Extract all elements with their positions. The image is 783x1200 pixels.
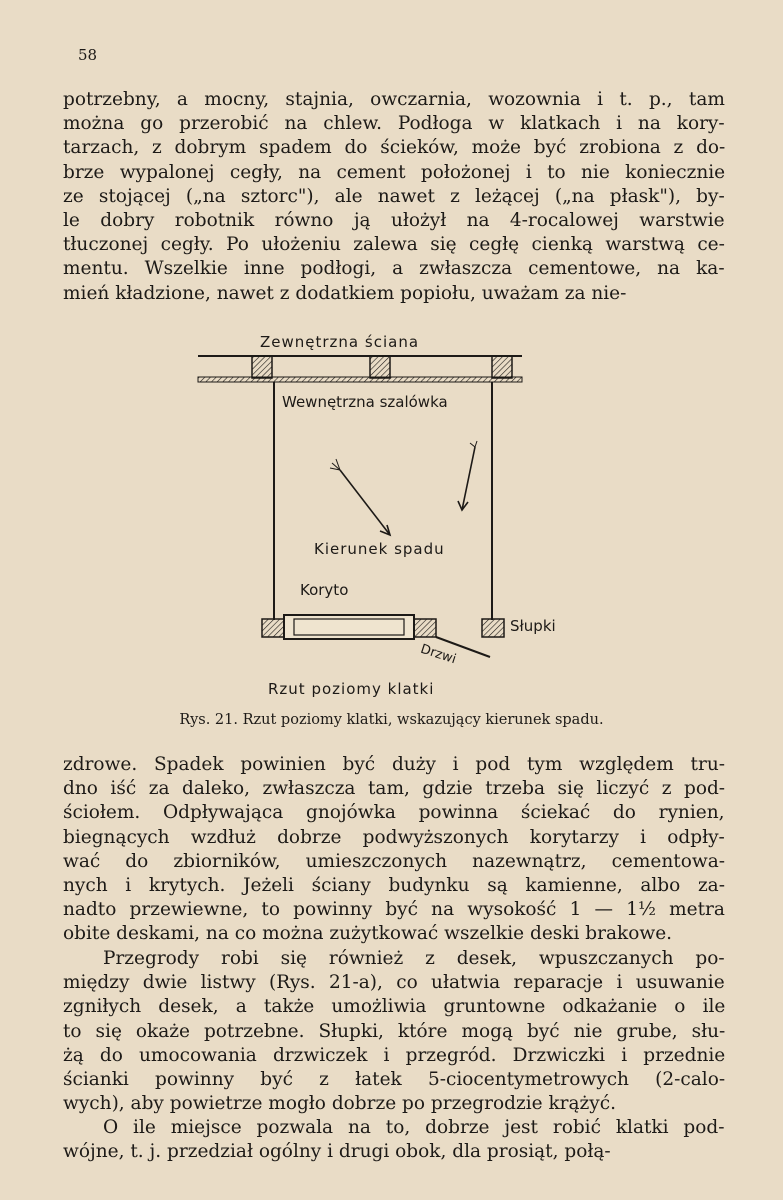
- text-line: mentu. Wszelkie inne podłogi, a zwłaszcza cementowe, na ka-: [63, 258, 725, 280]
- floor-plan-drawing: [190, 335, 530, 705]
- slope-arrow-icon: [330, 459, 390, 535]
- wall-post: [492, 356, 512, 378]
- text-line: ze stojącej („na sztorc"), ale nawet z leżącej („na płask"), by-: [63, 185, 725, 207]
- text-line: nadto przewiewne, to powinny być na wysokość 1 — 1½ metra: [63, 899, 725, 921]
- post-middle: [414, 619, 436, 637]
- label-slope-direction: Kierunek spadu: [314, 540, 445, 558]
- label-inner-boarding: Wewnętrzna szalówka: [282, 393, 448, 411]
- text-line: nych i krytych. Jeżeli ściany budynku są kamienne, albo za-: [63, 875, 725, 897]
- text-line: wych), aby powietrze mogło dobrze po przegrodzie krążyć.: [63, 1093, 616, 1115]
- paragraph-2: [63, 753, 725, 947]
- text-line: obite deskami, na co można zużytkować wszelkie deski brakowe.: [63, 923, 673, 945]
- text-line: tarzach, z dobrym spadem do ścieków, może być zrobiona z do-: [63, 137, 726, 159]
- label-trough: Koryto: [300, 581, 349, 599]
- page-number: 58: [78, 46, 98, 64]
- text-line: le dobry robotnik równo ją ułożył na 4-rocalowej warstwie: [63, 210, 725, 232]
- paragraph-3: [63, 947, 725, 1116]
- label-door: Drzwi: [418, 641, 458, 668]
- text-line: ścianki powinny być z łatek 5-ciocentymetrowych (2-calo-: [63, 1069, 726, 1091]
- paragraph-4: [63, 1116, 725, 1164]
- post-left: [262, 619, 284, 637]
- text-line: można go przerobić na chlew. Podłoga w klatkach i na kory-: [63, 113, 725, 135]
- slope-arrow-icon: [458, 441, 477, 510]
- label-posts: Słupki: [510, 617, 556, 635]
- text-line: O ile miejsce pozwala na to, dobrze jest robić klatki pod-: [103, 1117, 725, 1138]
- text-line: wać do zbiorników, umieszczonych nazewnątrz, cementowa-: [63, 850, 725, 872]
- text-line: żą do umocowania drzwiczek i przegród. Drzwiczki i przednie: [63, 1044, 726, 1066]
- text-line: ściołem. Odpływająca gnojówka powinna ściekać do rynien,: [63, 802, 725, 824]
- figure-caption: Rys. 21. Rzut poziomy klatki, wskazujący kierunek spadu.: [179, 712, 604, 728]
- text-line: mień kładzione, nawet z dodatkiem popiołu, uważam za nie-: [63, 282, 627, 304]
- text-line: potrzebny, a mocny, stajnia, owczarnia, wozownia i t. p., tam: [63, 89, 725, 110]
- wall-post: [252, 356, 272, 378]
- wall-post: [370, 356, 390, 378]
- text-line: tłuczonej cegły. Po ułożeniu zalewa się cegłę cienką warstwą ce-: [63, 234, 725, 256]
- figure-pen-floor-plan: [190, 333, 556, 705]
- text-line: biegnących wzdłuż dobrze podwyższonych korytarzy i odpły-: [63, 826, 725, 848]
- text-line: zgniłych desek, a także umożliwia gruntowne odkażanie o ile: [63, 996, 726, 1018]
- text-line: dno iść za daleko, zwłaszcza tam, gdzie trzeba się liczyć z pod-: [63, 778, 726, 800]
- text-line: Przegrody robi się również z desek, wpuszczanych po-: [103, 948, 725, 969]
- text-line: wójne, t. j. przedział ogólny i drugi obok, dla prosiąt, połą-: [63, 1141, 611, 1163]
- label-plan: Rzut poziomy klatki: [268, 680, 435, 698]
- label-outer-wall: Zewnętrzna ściana: [260, 333, 420, 351]
- text-line: między dwie listwy (Rys. 21-a), co ułatwia reparacje i usuwanie: [63, 972, 725, 994]
- text-line: zdrowe. Spadek powinien być duży i pod tym względem tru-: [63, 754, 725, 775]
- post-right: [482, 619, 504, 637]
- paragraph-1: [63, 88, 725, 306]
- beam: [198, 377, 522, 382]
- text-line: to się okaże potrzebne. Słupki, które mogą być nie grube, słu-: [63, 1020, 726, 1042]
- text-line: brze wypalonej cegły, na cement położonej i to nie koniecznie: [63, 161, 726, 183]
